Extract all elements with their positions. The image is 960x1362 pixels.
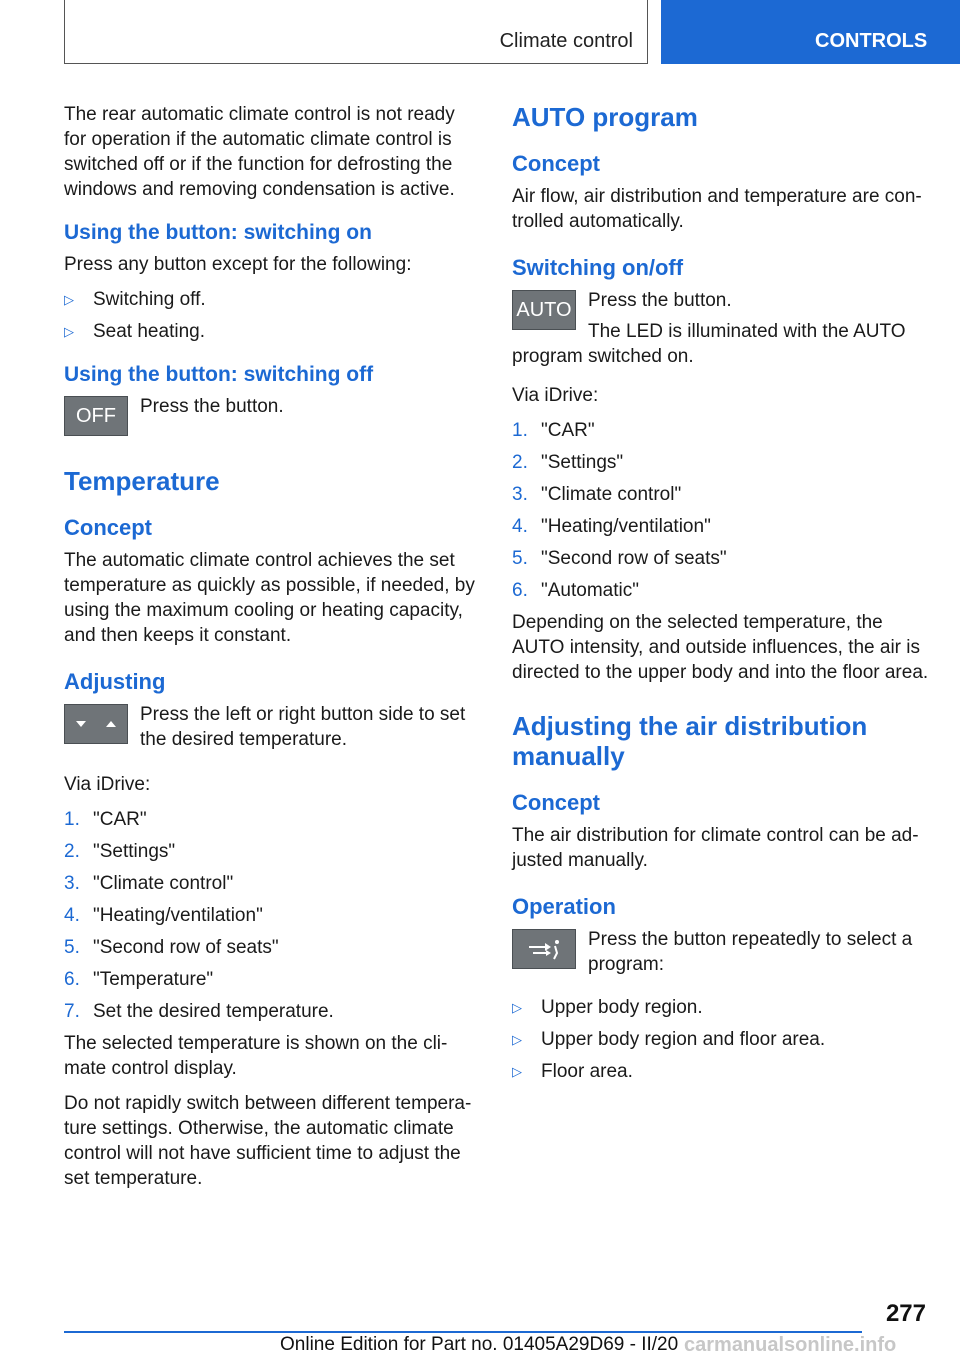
list-item: 1. "CAR" xyxy=(512,420,595,441)
auto-concept-heading: Concept xyxy=(512,151,600,176)
list-item: 3. "Climate control" xyxy=(64,873,234,894)
adjusting-heading: Adjusting xyxy=(64,669,166,694)
operation-text: Press the button repeatedly to select a program: xyxy=(588,929,913,975)
operation-heading: Operation xyxy=(512,894,616,919)
header-section-box xyxy=(64,0,648,64)
list-item: 2. "Settings" xyxy=(512,452,624,473)
list-item: 6. "Temperature" xyxy=(64,969,214,990)
switch-off-heading: Using the button: switching off xyxy=(64,363,374,386)
auto-depending-text: Depending on the selected temperature, the AUTO intensity, and outside influences, the air is directed to the upper body and into the floor area. xyxy=(512,612,929,683)
temperature-steps xyxy=(64,807,482,1024)
intro-paragraph: The rear automatic climate control is not ready for operation if the automatic climate control is switched off or if the function for defrosting the windows and removing condensation is active. xyxy=(64,104,455,200)
auto-led-text-continued: program switched on. xyxy=(512,346,694,367)
watermark: carmanualsonline.info xyxy=(684,1334,897,1356)
list-item: ▷ Upper body region and floor area. xyxy=(512,1027,930,1052)
auto-program-heading: AUTO program xyxy=(512,102,698,132)
operation-list xyxy=(512,995,930,1084)
auto-press-text: Press the button. xyxy=(588,290,732,311)
footer-edition: Online Edition for Part no. 01405A29D69 - II/20 xyxy=(280,1334,679,1355)
auto-switch-heading: Switching on/off xyxy=(512,255,684,280)
air-concept-heading: Concept xyxy=(512,790,600,815)
auto-via-idrive-label: Via iDrive: xyxy=(512,385,599,406)
auto-button-icon: AUTO xyxy=(512,290,576,330)
list-item: ▷ Floor area. xyxy=(512,1059,930,1084)
adjusting-text: Press the left or right button side to set the desired temperature. xyxy=(140,704,466,750)
list-item: 5. "Second row of seats" xyxy=(64,937,279,958)
list-item: 5. "Second row of seats" xyxy=(512,548,727,569)
temperature-concept-heading: Concept xyxy=(64,515,152,540)
temperature-button-row xyxy=(64,702,482,758)
list-item: 4. "Heating/ventilation" xyxy=(64,905,263,926)
left-column xyxy=(64,102,482,1201)
right-column xyxy=(512,102,930,1091)
air-concept-text: The air distribution for climate control can be ad-justed manually. xyxy=(512,825,919,871)
off-button-text: Press the button. xyxy=(140,396,284,417)
off-button-icon: OFF xyxy=(64,396,128,436)
switch-on-text: Press any button except for the following: xyxy=(64,254,412,275)
off-button-row xyxy=(64,394,482,436)
temperature-concept-text: The automatic climate control achieves the set temperature as quickly as possible, if needed, by using the maximum cooling or heating capacity, and then keeps it constant. xyxy=(64,550,475,646)
header-section-title: Climate control xyxy=(499,30,633,52)
auto-steps xyxy=(512,418,930,603)
list-item: 3. "Climate control" xyxy=(512,484,682,505)
list-item: 2. "Settings" xyxy=(64,841,176,862)
switch-on-heading: Using the button: switching on xyxy=(64,221,372,244)
list-item: ▷ Switching off. xyxy=(64,287,482,312)
air-distribution-icon xyxy=(512,929,576,969)
temperature-rocker-icon xyxy=(64,704,128,744)
temperature-shown-text: The selected temperature is shown on the cli-mate control display. xyxy=(64,1033,448,1079)
temperature-heading: Temperature xyxy=(64,466,220,496)
auto-concept-text: Air flow, air distribution and temperature are con-trolled automatically. xyxy=(512,186,922,232)
list-item: 1. "CAR" xyxy=(64,809,147,830)
list-item: 7. Set the desired temperature. xyxy=(64,1001,334,1022)
list-item: 4. "Heating/ventilation" xyxy=(512,516,711,537)
list-item: 6. "Automatic" xyxy=(512,580,639,601)
list-item: ▷ Upper body region. xyxy=(512,995,930,1020)
via-idrive-label: Via iDrive: xyxy=(64,774,151,795)
header-chapter-tab: CONTROLS xyxy=(661,0,960,64)
auto-led-text: The LED is illuminated with the AUTO xyxy=(588,321,906,342)
list-item: ▷ Seat heating. xyxy=(64,319,482,344)
switch-on-list xyxy=(64,287,482,344)
page-number: 277 xyxy=(885,1300,926,1327)
footer-divider xyxy=(64,1331,862,1333)
auto-button-row xyxy=(512,288,930,344)
air-distribution-heading: Adjusting the air distribution manually xyxy=(512,711,868,771)
air-button-row xyxy=(512,927,930,983)
temperature-warning-text: Do not rapidly switch between different tempera-ture settings. Otherwise, the automatic climate control will not have sufficient time to adjust the set temperature. xyxy=(64,1093,472,1189)
